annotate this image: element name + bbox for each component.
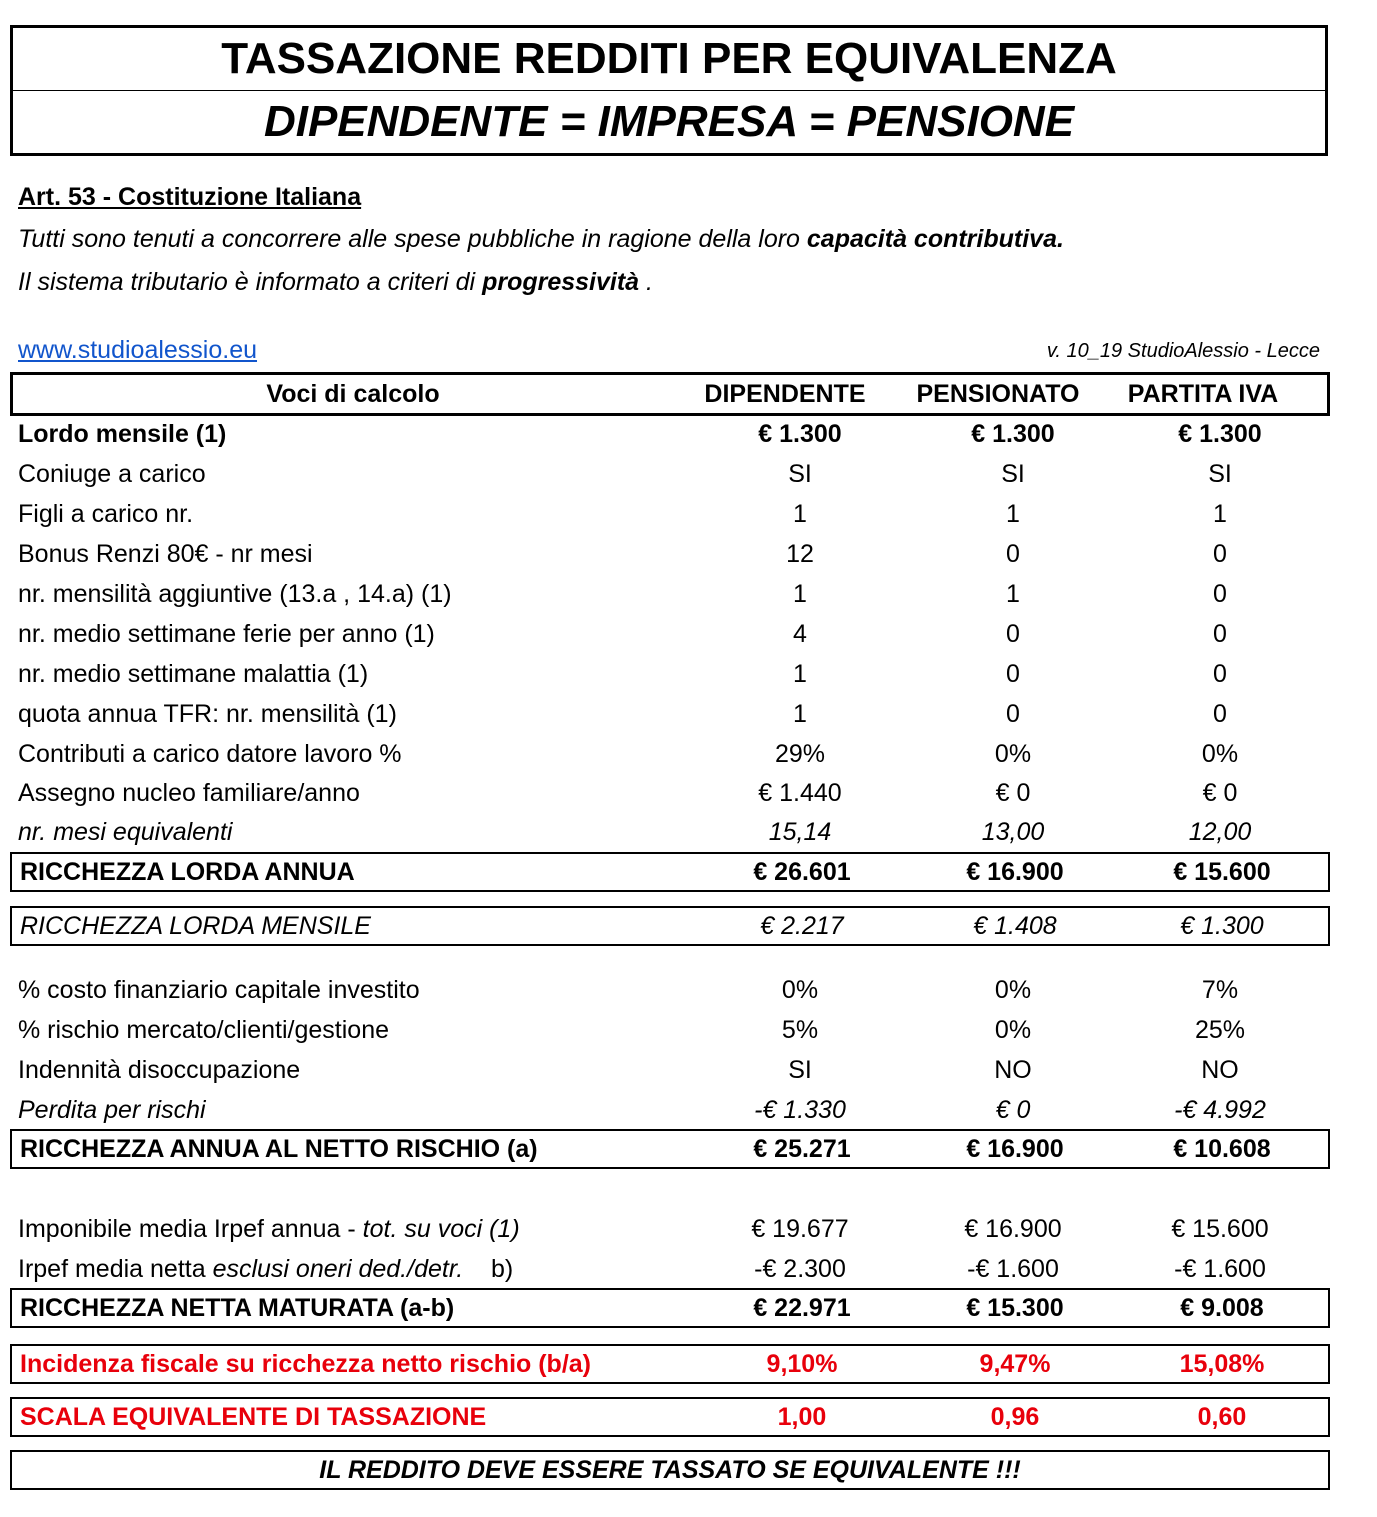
value-pensionato: NO <box>994 1056 1032 1084</box>
value-pensionato: 1 <box>1006 580 1020 608</box>
version-label: v. 10_19 StudioAlessio - Lecce <box>1046 340 1320 362</box>
row-label-text: Imponibile media Irpef annua - <box>18 1215 363 1243</box>
value-partita-iva: 15,08% <box>1179 1350 1265 1378</box>
row-label-suffix: b) <box>463 1255 514 1283</box>
footer-note: IL REDDITO DEVE ESSERE TASSATO SE EQUIVALENTE !!! <box>10 1450 1330 1490</box>
value-partita-iva: 0% <box>1201 740 1239 768</box>
value-dipendente: € 26.601 <box>753 858 851 886</box>
website-link[interactable]: www.studioalessio.eu <box>18 336 258 364</box>
row-label: Assegno nucleo familiare/anno <box>18 779 360 807</box>
table-row <box>10 494 1330 534</box>
row-label: % costo finanziario capitale investito <box>18 976 420 1004</box>
value-partita-iva: € 10.608 <box>1173 1135 1271 1163</box>
total-row <box>10 1288 1330 1328</box>
table-row <box>10 654 1330 694</box>
row-label: Coniuge a carico <box>18 460 206 488</box>
table-row <box>10 1209 1330 1249</box>
row-label: quota annua TFR: nr. mensilità (1) <box>18 700 397 728</box>
value-partita-iva: € 1.300 <box>1180 912 1264 940</box>
value-dipendente: 1 <box>793 700 807 728</box>
value-pensionato: € 15.300 <box>966 1294 1064 1322</box>
row-label <box>18 1209 520 1249</box>
value-partita-iva: € 15.600 <box>1173 858 1271 886</box>
row-label: nr. mesi equivalenti <box>18 818 233 846</box>
table-row <box>10 694 1330 734</box>
value-partita-iva: 0 <box>1213 620 1227 648</box>
row-label: Lordo mensile (1) <box>18 420 227 448</box>
value-dipendente: -€ 2.300 <box>754 1255 846 1283</box>
article-text: Tutti sono tenuti a concorrere alle spese pubbliche in ragione della loro <box>18 225 807 253</box>
total-row <box>10 852 1330 892</box>
value-pensionato: € 0 <box>995 1096 1031 1124</box>
row-label: nr. mensilità aggiuntive (13.a , 14.a) (1) <box>18 580 452 608</box>
value-partita-iva: 0 <box>1213 580 1227 608</box>
table-row <box>10 1249 1330 1289</box>
value-pensionato: € 0 <box>995 779 1031 807</box>
table-row <box>10 812 1330 852</box>
value-pensionato: 1 <box>1006 500 1020 528</box>
value-dipendente: 9,10% <box>766 1350 838 1378</box>
row-label: Figli a carico nr. <box>18 500 194 528</box>
page-title: TASSAZIONE REDDITI PER EQUIVALENZA <box>10 25 1328 91</box>
header-dipendente: DIPENDENTE <box>704 380 866 408</box>
value-pensionato: 0,96 <box>990 1403 1040 1431</box>
table-row <box>10 773 1330 813</box>
row-label: RICCHEZZA ANNUA AL NETTO RISCHIO (a) <box>20 1135 538 1163</box>
table-row <box>10 534 1330 574</box>
value-dipendente: 1 <box>793 580 807 608</box>
value-pensionato: 13,00 <box>981 818 1045 846</box>
value-dipendente: SI <box>788 460 812 488</box>
value-partita-iva: 0,60 <box>1197 1403 1247 1431</box>
row-label: SCALA EQUIVALENTE DI TASSAZIONE <box>20 1403 487 1431</box>
table-row <box>10 734 1330 774</box>
value-pensionato: 0% <box>994 740 1032 768</box>
value-pensionato: SI <box>1001 460 1025 488</box>
total-row <box>10 1129 1330 1169</box>
row-label: Indennità disoccupazione <box>18 1056 301 1084</box>
value-partita-iva: NO <box>1201 1056 1239 1084</box>
value-partita-iva: 12,00 <box>1188 818 1252 846</box>
row-label: Incidenza fiscale su ricchezza netto rischio (b/a) <box>20 1350 591 1378</box>
article-emphasis: progressività <box>482 268 640 296</box>
value-pensionato: € 16.900 <box>964 1215 1062 1243</box>
value-dipendente: € 19.677 <box>751 1215 849 1243</box>
value-pensionato: 0 <box>1006 660 1020 688</box>
row-label <box>18 1249 513 1289</box>
value-pensionato: € 16.900 <box>966 1135 1064 1163</box>
table-row <box>10 574 1330 614</box>
value-dipendente: 1 <box>793 500 807 528</box>
value-partita-iva: 0 <box>1213 700 1227 728</box>
row-label: nr. medio settimane malattia (1) <box>18 660 369 688</box>
value-dipendente: € 22.971 <box>753 1294 851 1322</box>
table-header <box>10 372 1330 416</box>
incidence-row <box>10 1344 1330 1384</box>
value-partita-iva: 25% <box>1194 1016 1246 1044</box>
row-label-text: Irpef media netta <box>18 1255 213 1283</box>
row-label: Contributi a carico datore lavoro % <box>18 740 402 768</box>
row-label: nr. medio settimane ferie per anno (1) <box>18 620 435 648</box>
value-dipendente: 1,00 <box>777 1403 827 1431</box>
value-dipendente: 1 <box>793 660 807 688</box>
value-partita-iva: -€ 1.600 <box>1174 1255 1266 1283</box>
value-pensionato: 9,47% <box>979 1350 1051 1378</box>
table-row <box>10 1090 1330 1130</box>
value-pensionato: -€ 1.600 <box>967 1255 1059 1283</box>
value-dipendente: 12 <box>786 540 814 568</box>
value-partita-iva: 0 <box>1213 660 1227 688</box>
value-partita-iva: € 15.600 <box>1171 1215 1269 1243</box>
table-row <box>10 970 1330 1010</box>
header-voci: Voci di calcolo <box>266 380 440 408</box>
table-row <box>10 414 1330 454</box>
value-dipendente: SI <box>788 1056 812 1084</box>
value-dipendente: € 1.300 <box>758 420 842 448</box>
value-partita-iva: € 9.008 <box>1180 1294 1264 1322</box>
header-pensionato: PENSIONATO <box>916 380 1080 408</box>
article-text-line-1 <box>18 225 1064 254</box>
value-pensionato: € 1.408 <box>973 912 1057 940</box>
value-pensionato: € 16.900 <box>966 858 1064 886</box>
value-partita-iva: 1 <box>1213 500 1227 528</box>
row-label: % rischio mercato/clienti/gestione <box>18 1016 389 1044</box>
value-partita-iva: € 1.300 <box>1178 420 1262 448</box>
table-row <box>10 1010 1330 1050</box>
value-dipendente: 4 <box>793 620 807 648</box>
value-partita-iva: 0 <box>1213 540 1227 568</box>
total-row <box>10 906 1330 946</box>
article-text: Il sistema tributario è informato a criteri di <box>18 268 483 296</box>
value-pensionato: 0 <box>1006 700 1020 728</box>
table-row <box>10 454 1330 494</box>
row-label-note: esclusi oneri ded./detr. <box>212 1255 464 1283</box>
article-text: . <box>639 268 653 296</box>
value-dipendente: 5% <box>781 1016 819 1044</box>
row-label: RICCHEZZA LORDA ANNUA <box>20 858 355 886</box>
value-dipendente: 0% <box>781 976 819 1004</box>
row-label: RICCHEZZA NETTA MATURATA (a-b) <box>20 1294 455 1322</box>
header-partita-iva: PARTITA IVA <box>1127 380 1279 408</box>
value-dipendente: 15,14 <box>768 818 832 846</box>
value-partita-iva: € 0 <box>1202 779 1238 807</box>
value-dipendente: 29% <box>774 740 826 768</box>
value-pensionato: € 1.300 <box>971 420 1055 448</box>
article-emphasis: capacità contributiva. <box>806 225 1064 253</box>
row-label: Bonus Renzi 80€ - nr mesi <box>18 540 313 568</box>
value-dipendente: -€ 1.330 <box>754 1096 846 1124</box>
value-pensionato: 0% <box>994 976 1032 1004</box>
row-label: RICCHEZZA LORDA MENSILE <box>20 912 371 940</box>
value-partita-iva: -€ 4.992 <box>1174 1096 1266 1124</box>
row-label-note: tot. su voci (1) <box>362 1215 520 1243</box>
scale-row <box>10 1397 1330 1437</box>
article-heading: Art. 53 - Costituzione Italiana <box>18 183 362 211</box>
value-partita-iva: 7% <box>1201 976 1239 1004</box>
value-dipendente: € 25.271 <box>753 1135 851 1163</box>
value-dipendente: € 1.440 <box>758 779 842 807</box>
value-pensionato: 0 <box>1006 540 1020 568</box>
row-label: Perdita per rischi <box>18 1096 206 1124</box>
value-pensionato: 0 <box>1006 620 1020 648</box>
value-dipendente: € 2.217 <box>760 912 844 940</box>
table-row <box>10 1050 1330 1090</box>
article-text-line-2 <box>18 268 653 297</box>
value-partita-iva: SI <box>1208 460 1232 488</box>
value-pensionato: 0% <box>994 1016 1032 1044</box>
table-row <box>10 614 1330 654</box>
page-subtitle: DIPENDENTE = IMPRESA = PENSIONE <box>10 90 1328 156</box>
